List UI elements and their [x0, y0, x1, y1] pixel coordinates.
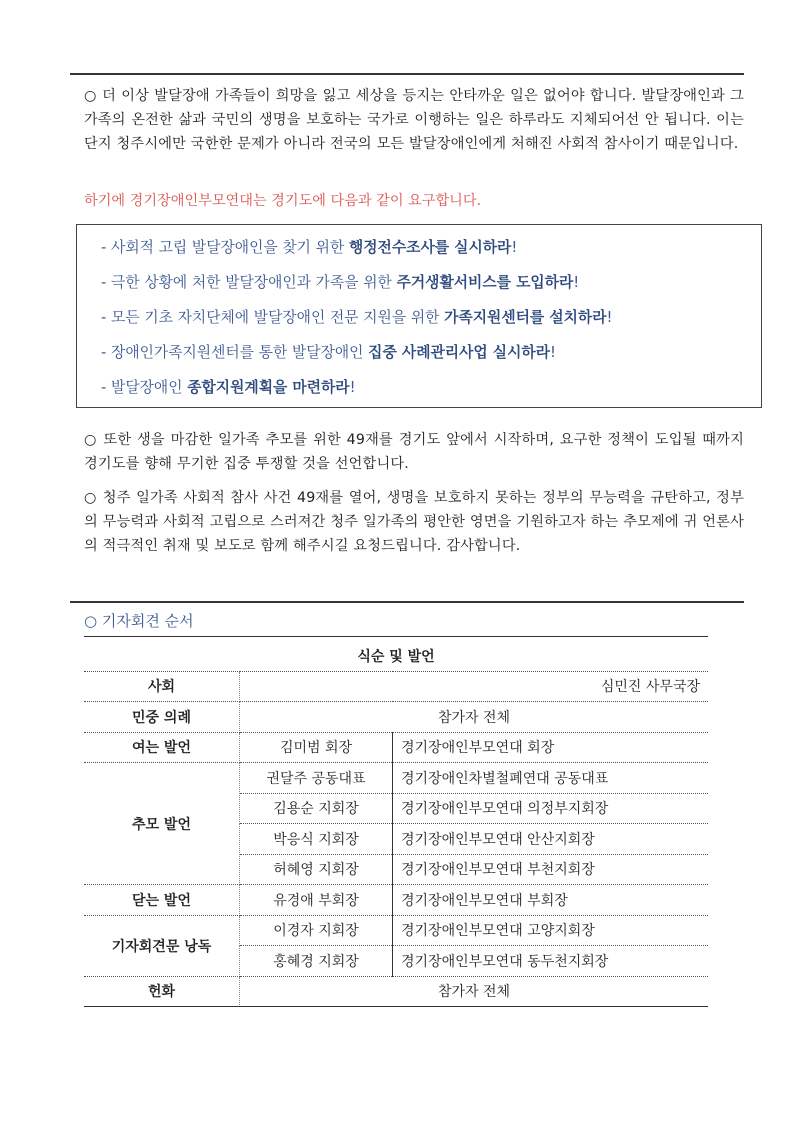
program-table	[84, 641, 708, 1007]
table-bottom-rule	[84, 1006, 708, 1007]
table-row	[84, 915, 708, 946]
section-title: ○ 기자회견 순서	[84, 612, 194, 630]
table-row	[84, 702, 708, 733]
table-row	[84, 671, 708, 702]
role-cell: 사회	[84, 671, 240, 702]
table-row	[84, 763, 708, 794]
table-header: 식순 및 발언	[84, 641, 708, 671]
value-cell: 참가자 전체	[240, 702, 709, 733]
name-cell: 박응식 지회장	[240, 824, 393, 855]
org-cell: 경기장애인부모연대 의정부지회장	[393, 793, 709, 824]
paragraph-1: ○ 더 이상 발달장애 가족들이 희망을 잃고 세상을 등지는 안타까운 일은 없어야 합니다. 발달장애인과 그 가족의 온전한 삶과 국민의 생명을 보호하는 국가로 이행하는 일은 하루라도 지체되어선 안 됩니다. 이는 단지 청주시에만 국한한 문제가 아니라 전국의 모든 발달장애인에게 처해진 사회적 참사이기 때문입니다.	[84, 88, 744, 152]
paragraph-2: ○ 또한 생을 마감한 일가족 추모를 위한 49재를 경기도 앞에서 시작하며, 요구한 정책이 도입될 때까지 경기도를 향해 무기한 집중 투쟁할 것을 선언합니다.	[84, 432, 744, 472]
org-cell: 경기장애인부모연대 동두천지회장	[393, 946, 709, 977]
org-cell: 경기장애인부모연대 고양지회장	[393, 915, 709, 946]
table-row	[84, 976, 708, 1007]
table-row	[84, 641, 708, 671]
role-cell: 추모 발언	[84, 763, 240, 885]
org-cell: 경기장애인부모연대 안산지회장	[393, 824, 709, 855]
value-cell: 참가자 전체	[240, 976, 709, 1007]
role-cell: 민중 의례	[84, 702, 240, 733]
name-cell: 유경애 부회장	[240, 885, 393, 916]
top-rule	[70, 73, 744, 75]
demand-item: - 사회적 고립 발달장애인을 찾기 위한 행정전수조사를 실시하라!	[101, 239, 518, 256]
demands-box	[76, 224, 762, 408]
role-cell: 헌화	[84, 976, 240, 1007]
section-rule	[70, 601, 744, 603]
demand-item: - 모든 기초 자치단체에 발달장애인 전문 지원을 위한 가족지원센터를 설치하라!	[101, 309, 613, 326]
role-cell: 기자회견문 낭독	[84, 915, 240, 976]
table-row	[84, 885, 708, 916]
demand-intro: 하기에 경기장애인부모연대는 경기도에 다음과 같이 요구합니다.	[84, 193, 482, 209]
table-top-rule	[84, 636, 708, 637]
role-cell: 여는 발언	[84, 732, 240, 763]
name-cell: 이경자 지회장	[240, 915, 393, 946]
name-cell: 홍혜경 지회장	[240, 946, 393, 977]
org-cell: 경기장애인차별철폐연대 공동대표	[393, 763, 709, 794]
name-cell: 김미범 회장	[240, 732, 393, 763]
demand-item: - 장애인가족지원센터를 통한 발달장애인 집중 사례관리사업 실시하라!	[101, 344, 556, 361]
paragraph-3: ○ 청주 일가족 사회적 참사 사건 49재를 열어, 생명을 보호하지 못하는 정부의 무능력을 규탄하고, 정부의 무능력과 사회적 고립으로 스러져간 청주 일가족의 평안한 영면을 기원하고자 하는 추모제에 귀 언론사의 적극적인 취재 및 보도로 함께 해주시길 요청드립니다. 감사합니다.	[84, 490, 744, 554]
demand-item: - 극한 상황에 처한 발달장애인과 가족을 위한 주거생활서비스를 도입하라!	[101, 274, 580, 291]
demand-item: - 발달장애인 종합지원계획을 마련하라!	[101, 379, 356, 396]
name-cell: 권달주 공동대표	[240, 763, 393, 794]
role-cell: 닫는 발언	[84, 885, 240, 916]
value-cell: 심민진 사무국장	[240, 671, 709, 702]
name-cell: 허혜영 지회장	[240, 854, 393, 885]
org-cell: 경기장애인부모연대 부천지회장	[393, 854, 709, 885]
org-cell: 경기장애인부모연대 부회장	[393, 885, 709, 916]
name-cell: 김용순 지회장	[240, 793, 393, 824]
table-row	[84, 732, 708, 763]
org-cell: 경기장애인부모연대 회장	[393, 732, 709, 763]
